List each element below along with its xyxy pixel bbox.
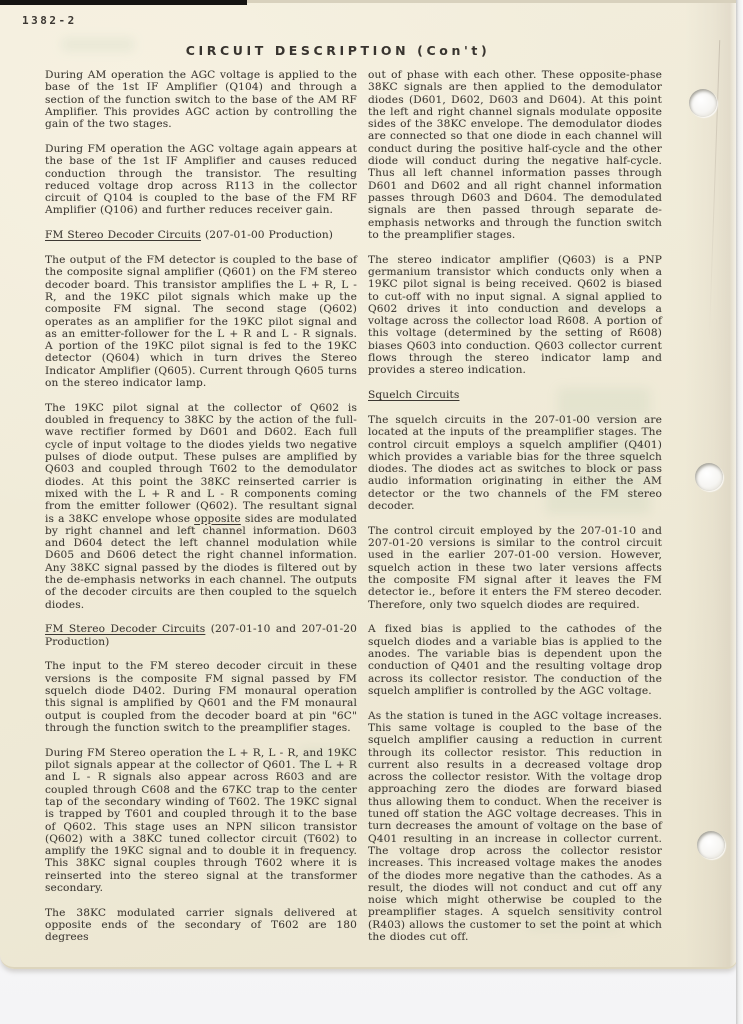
paragraph: The 38KC modulated carrier signals delivered at opposite ends of the secondary of T602 are 180 degrees [45,906,357,944]
right-column [368,69,662,956]
paragraph: A fixed bias is applied to the cathodes of the squelch diodes and a variable bias is applied to the anodes. The variable bias is dependent upon the conduction of Q401 and the resulting voltage drop across its collector resistor. The conduction of the squelch amplifier is controlled by the AGC voltage. [368,623,662,697]
paragraph: The squelch circuits in the 207-01-00 version are located at the inputs of the preamplifier stages. The control circuit employs a squelch amplifier (Q401) which provides a variable bias for the three squelch diodes. The diodes act as switches to block or pass audio information originating in either the AM detector or the two channels of the FM stereo decoder. [368,413,662,512]
paragraph-text: sides are modulated by right channel and left channel information. D603 and D604 detect the left channel modulation while D605 and D606 detect the right channel information. Any 38KC signal passed by the diodes is filtered out by the de-emphasis networks in each channel. The outputs of the decoder circuits are then coupled to the squelch diodes. [45,512,357,611]
paragraph: During FM Stereo operation the L + R, L - R, and 19KC pilot signals appear at the collector of Q601. The L + R and L - R signals also appear across R603 and are coupled through C608 and the 67KC trap to the center tap of the secondary winding of T602. The 19KC signal is trapped by T601 and coupled through it to the base of Q602. This stage uses an NPN silicon transistor (Q602) with a 38KC tuned collector circuit (T602) to amplify the 19KC signal and to double it in frequency. This 38KC signal couples through T602 where it is reinserted into the stereo signal at the transformer secondary. [45,746,357,895]
paragraph: out of phase with each other. These opposite-phase 38KC signals are then applied to the demodulator diodes (D601, D602, D603 and D604). At this point the left and right channel signals modulate opposite sides of the 38KC envelope. The demodulator diodes are connected so that one diode in each channel will conduct during the positive half-cycle and the other diode will conduct during the negative half-cycle. Thus all left channel information passes through D601 and D602 and all right channel information passes through D603 and D604. The demodulated signals are then passed through separate de-emphasis networks and through the function switch to the preamplifier stages. [368,69,662,241]
paragraph: The stereo indicator amplifier (Q603) is a PNP germanium transistor which conducts only when a 19KC pilot signal is being received. Q602 is biased to cut-off with no input signal. A signal applied to Q602 drives it into conduction and develops a voltage across the collector load R608. A portion of this voltage (determined by the setting of R608) biases Q603 into conduction. Q603 collector current flows through the stereo indicator lamp and provides a stereo indication. [368,253,662,377]
paragraph [45,402,357,611]
page-title: CIRCUIT DESCRIPTION (Con't) [185,43,491,58]
heading-underlined-text: FM Stereo Decoder Circuits [45,229,201,242]
heading-underlined-text: Squelch Circuits [368,389,460,402]
paragraph-text: The 19KC pilot signal at the collector of Q602 is doubled in frequency to 38KC by the action of the full-wave rectifier formed by D601 and D602. Each full cycle of input voltage to the diodes yields two negative pulses of diode output. These pulses are amplified by Q603 and coupled through T602 to the demodulator diodes. At this point the 38KC reinserted carrier is mixed with the L + R and L - R components coming from the emitter follower (Q602). The resultant signal is a 38KC envelope whose [45,401,357,525]
paragraph: During AM operation the AGC voltage is applied to the base of the 1st IF Amplifier (Q104) and through a section of the function switch to the base of the AM RF Amplifier. This provides AGC action by controlling the gain of the two stages. [45,69,357,131]
scan-top-edge [0,0,247,5]
punch-hole [697,831,725,859]
underlined-word: opposite [194,512,241,525]
heading-suffix: (207-01-10 and 207-01-20 Production) [45,623,357,648]
scanner-right-edge [736,0,743,1024]
paragraph: The control circuit employed by the 207-01-10 and 207-01-20 versions is similar to the control circuit used in the earlier 207-01-00 version. However, squelch action in these two later versions affects the composite FM signal after it leaves the FM detector ie., before it enters the FM stereo decoder. Therefore, only two squelch diodes are required. [368,524,662,611]
left-column [45,69,357,956]
paragraph: The output of the FM detector is coupled to the base of the composite signal amplifier (Q601) on the FM stereo decoder board. This transistor amplifies the L + R, L - R, and the 19KC pilot signals which make up the composite FM signal. The second stage (Q602) operates as an amplifier for the 19KC pilot signal and as an emitter-follower for the L + R and L - R signals. A portion of the 19KC pilot signal is fed to the 19KC detector (Q604) which in turn drives the Stereo Indicator Amplifier (Q605). Current through Q605 turns on the stereo indicator lamp. [45,254,357,390]
paragraph: During FM operation the AGC voltage again appears at the base of the 1st IF Amplifier and causes reduced conduction through the transistor. The resulting reduced voltage drop across R113 in the collector circuit of Q104 is coupled to the base of the FM RF Amplifier (Q106) and further reduces receiver gain. [45,142,357,217]
section-heading [368,389,662,401]
scan-top-edge-light [247,0,737,3]
paragraph: As the station is tuned in the AGC voltage increases. This same voltage is coupled to the base of the squelch amplifier causing a reduction in current through its collector resistor. This reduction in current also results in a decreased voltage drop across the collector resistor. With the voltage drop approaching zero the diodes are forward biased thus allowing them to conduct. When the receiver is tuned off station the AGC voltage decreases. This in turn decreases the amount of voltage on the base of Q401 resulting in an increase in collector current. The voltage drop across the collector resistor increases. This increased voltage makes the anodes of the diodes more negative than the cathodes. As a result, the diodes will not conduct and cut off any noise which might otherwise be coupled to the preamplifier stages. A squelch sensitivity control (R403) allows the customer to set the point at which the diodes cut off. [368,709,662,943]
heading-suffix: (207-01-00 Production) [201,229,334,242]
punch-hole [689,89,717,117]
section-heading [45,229,357,241]
punch-hole [695,463,723,491]
heading-underlined-text: FM Stereo Decoder Circuits [45,623,206,636]
paragraph: The input to the FM stereo decoder circuit in these versions is the composite FM signal passed by FM squelch diode D402. During FM monaural operation this signal is amplified by Q601 and the FM monaural output is coupled from the decoder board at pin "6C" through the function switch to the preamplifier stages. [45,660,357,734]
section-heading [45,623,357,648]
page-number: 1382-2 [22,14,77,27]
